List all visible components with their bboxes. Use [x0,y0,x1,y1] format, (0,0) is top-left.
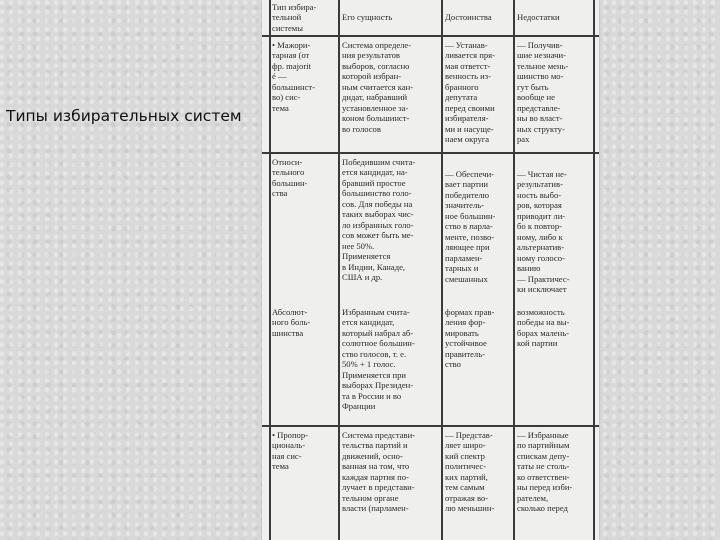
row-proportional-essence: Система представи- тельства партий и движений, осно- ванная на том, что каждая партия по- лучает в представи- тельном органе власти (парламен- [342,430,416,514]
row-proportional-type: • Пропор- циональ- ная сис- тема [272,430,309,472]
row-proportional-advantages: — Представ- ляет широ- кий спектр политичес- ких партий, тем самым отражая во- лю меньшин- [445,430,495,514]
header-essence: Его сущность [342,12,393,22]
table-border-left [269,0,271,540]
row-absolute-type: Абсолют- ного боль- шинства [272,307,311,338]
row-majoritarian-advantages: — Устанав- ливается пря- мая ответст- венность из- бранного депутата перед своими избирателя- ми и насуще- наем округа [445,40,495,145]
row-majoritarian-essence: Система определе- ния результатов выборов, согласно которой избран- ным считается кан- дидат, набравший установленное за- коном большинст- во голосов [342,40,414,134]
row-absolute-disadvantages: возможность победы на вы- борах малень- кой партии [517,307,570,349]
slide-title: Типы избирательных систем [6,107,242,125]
scanned-table [262,0,599,540]
table-border-right [593,0,595,540]
row-relative-type: Относи- тельного большин- ства [272,157,308,199]
row-divider [262,152,599,154]
row-divider [262,425,599,427]
row-divider [262,35,599,37]
column-divider [513,0,515,540]
row-absolute-essence: Избранным счита- ется кандидат, который набрал аб- солютное большин- ство голосов, т. е. 50% + 1 голос. Применяется при выборах Президен- та в России и во Франции [342,307,415,412]
header-type: Тип избира- тельной системы [272,2,317,33]
column-divider [441,0,443,540]
column-divider [338,0,340,540]
row-relative-disadvantages: — Чистая не- результатив- ность выбо- ров, которая приводит ли- бо к повтор- ному, либо к альтернатив- ному голосо- ванию — Практичес- ки исключает [517,169,570,294]
row-relative-advantages: — Обеспечи- вает партии победителю значитель- ное большин- ство в парла- менте, позво- ляющее при парламен- тарных и смешанных [445,169,496,284]
row-proportional-disadvantages: — Избранные по партийным спискам депу- таты не столь- ко ответствен- ны перед изби- рателем, сколько перед [517,430,573,514]
header-disadvantages: Недостатки [517,12,560,22]
row-relative-essence: Победившим счита- ется кандидат, на- бравший простое большинство голо- сов. Для победы на таких выборах чис- ло избранных голо- сов может быть ме- нее 50%. Применяется в Индии, Канаде, США и др. [342,157,416,282]
row-majoritarian-type: • Мажори- тарная (от фр. majorit é — большинст- во) сис- тема [272,40,316,113]
header-advantages: Достоинства [445,12,492,22]
row-absolute-advantages: формах прав- ления фор- мировать устойчивое правитель- ство [445,307,495,370]
row-majoritarian-disadvantages: — Получив- шие незначи- тельное мень- шинство мо- гут быть вообще не представле- ны во власт- ных структу- рах [517,40,569,145]
